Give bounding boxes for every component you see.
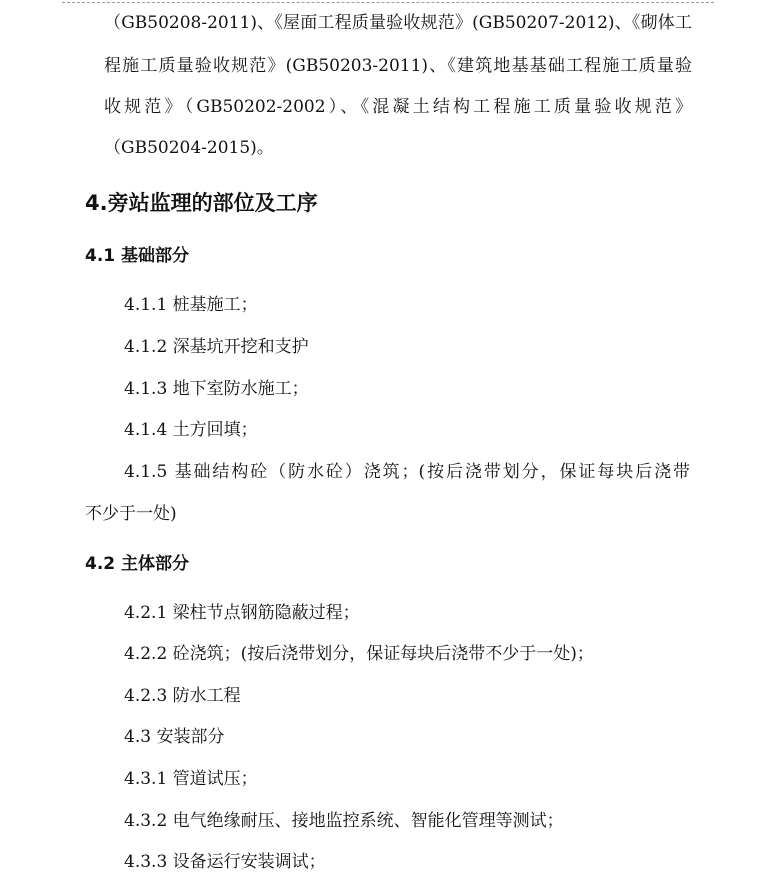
section-4-2-heading: 4.2 主体部分: [85, 554, 190, 574]
list-item-4-3-1: 4.3.1 管道试压；: [124, 769, 258, 789]
list-item-4-1-1: 4.1.1 桩基施工；: [124, 295, 258, 315]
list-item-4-1-5-continuation: 不少于一处): [85, 504, 177, 524]
list-item-4-1-3: 4.1.3 地下室防水施工；: [124, 379, 309, 399]
reference-line-4: （GB50204-2015)。: [104, 138, 274, 158]
list-item-4-2-3: 4.2.3 防水工程: [124, 686, 241, 706]
list-item-4-1-4: 4.1.4 土方回填；: [124, 420, 258, 440]
reference-line-3: 收规范》（GB50202-2002）、《混凝土结构工程施工质量验收规范》: [104, 97, 692, 117]
list-item-4-2-2: 4.2.2 砼浇筑；(按后浇带划分，保证每块后浇带不少于一处)；: [124, 644, 594, 664]
list-item-4-3-2: 4.3.2 电气绝缘耐压、接地监控系统、智能化管理等测试；: [124, 811, 564, 831]
reference-line-1: （GB50208-2011)、《屋面工程质量验收规范》(GB50207-2012)、《砌体工: [104, 13, 692, 33]
reference-line-2: 程施工质量验收规范》(GB50203-2011)、《建筑地基基础工程施工质量验: [104, 56, 692, 76]
list-item-4-1-2: 4.1.2 深基坑开挖和支护: [124, 337, 309, 357]
section-4-heading: 4.旁站监理的部位及工序: [85, 191, 318, 215]
page-top-border: [62, 2, 714, 3]
section-4-1-heading: 4.1 基础部分: [85, 246, 190, 266]
list-item-4-1-5: 4.1.5 基础结构砼（防水砼）浇筑；(按后浇带划分，保证每块后浇带: [124, 462, 690, 482]
list-item-4-2-1: 4.2.1 梁柱节点钢筋隐蔽过程；: [124, 603, 360, 623]
list-item-4-3-3: 4.3.3 设备运行安装调试；: [124, 852, 326, 872]
section-4-3-heading: 4.3 安装部分: [124, 727, 225, 747]
